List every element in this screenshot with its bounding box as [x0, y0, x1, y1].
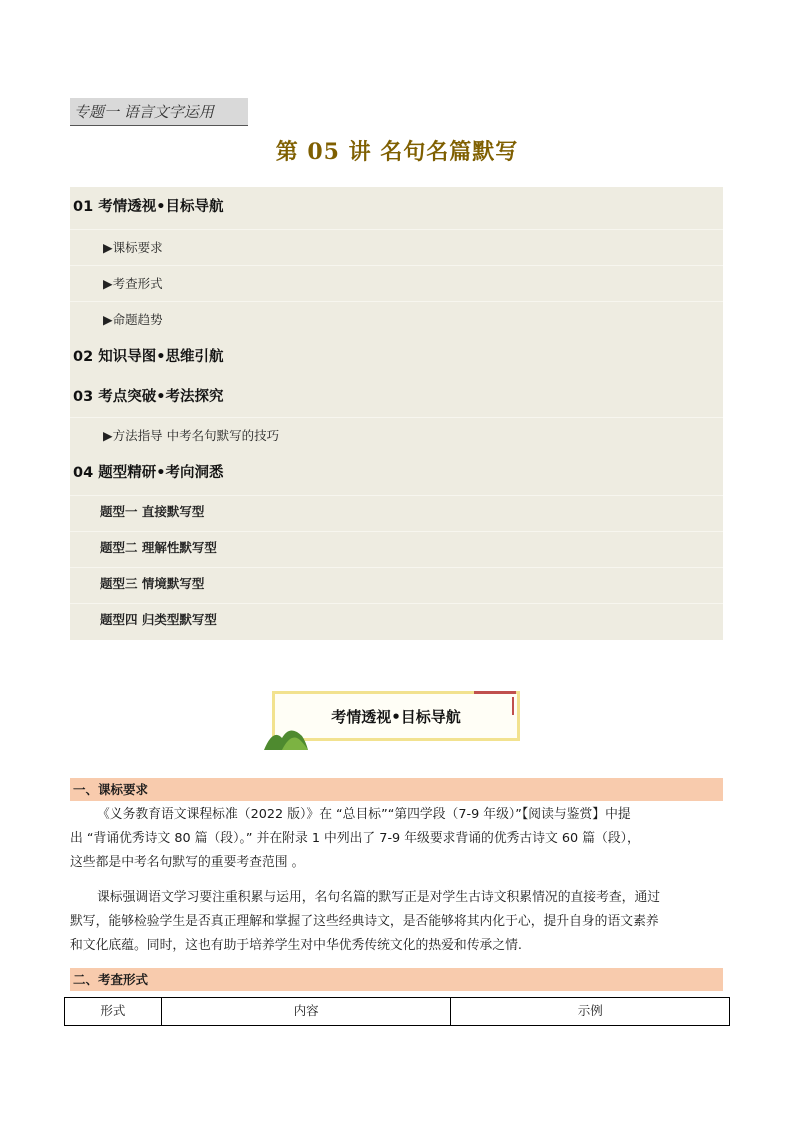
paragraph-line: 和文化底蕴。同时，这也有助于培养学生对中华优秀传统文化的热爱和传承之情. [70, 938, 522, 953]
toc-item-label: ▶命题趋势 [103, 312, 163, 327]
banner-accent [474, 691, 516, 694]
toc-item[interactable] [70, 495, 723, 532]
table-header-cell: 示例 [451, 998, 730, 1026]
toc-item[interactable] [70, 567, 723, 604]
toc-item-label: 04 题型精研•考向洞悉 [73, 465, 224, 481]
toc-item-label: ▶考查形式 [103, 276, 163, 291]
form-table [64, 997, 730, 1026]
toc-item[interactable] [70, 229, 723, 266]
toc-item[interactable] [70, 455, 723, 497]
table-header-cell: 内容 [161, 998, 451, 1026]
topic-label: 专题一 语言文字运用 [70, 98, 248, 126]
paragraph [70, 803, 723, 875]
table-of-contents [70, 187, 723, 640]
toc-item-label: 题型一 直接默写型 [100, 504, 205, 519]
section-heading: 一、课标要求 [70, 778, 723, 801]
section-banner [272, 691, 520, 741]
toc-item[interactable] [70, 265, 723, 302]
toc-item-label: 题型四 归类型默写型 [100, 612, 217, 627]
banner-title: 考情透视•目标导航 [331, 708, 461, 726]
toc-item-label: ▶课标要求 [103, 240, 163, 255]
paragraph-line: 课标强调语文学习要注重积累与运用，名句名篇的默写正是对学生古诗文积累情况的直接考查，通过 [97, 890, 661, 905]
paragraph-line: 默写，能够检验学生是否真正理解和掌握了这些经典诗文，是否能够将其内化于心，提升自身的语文素养 [70, 914, 659, 929]
hills-icon [264, 720, 308, 750]
paragraph [70, 886, 723, 958]
toc-item[interactable] [70, 301, 723, 338]
toc-item[interactable] [70, 603, 723, 641]
toc-item[interactable] [70, 531, 723, 568]
toc-item-label: 题型二 理解性默写型 [100, 540, 217, 555]
toc-item[interactable] [70, 337, 723, 379]
table-row [65, 998, 730, 1026]
table-header-cell: 形式 [65, 998, 162, 1026]
toc-item[interactable] [70, 379, 723, 421]
paragraph-line: 《义务教育语文课程标准（2022 版）》在 “总目标”“第四学段（7-9 年级）”【阅读与鉴赏】中提 [97, 807, 631, 822]
paragraph-line: 这些都是中考名句默写的重要考查范围 。 [70, 855, 305, 870]
paragraph-line: 出 “背诵优秀诗文 80 篇（段）。” 并在附录 1 中列出了 7-9 年级要求背诵的优秀古诗文 60 篇（段）， [70, 831, 640, 846]
page-title: 第 05 讲 名句名篇默写 [275, 139, 519, 165]
toc-item-label: ▶方法指导 中考名句默写的技巧 [103, 428, 280, 443]
section-heading: 二、考查形式 [70, 968, 723, 991]
toc-item[interactable] [70, 417, 723, 456]
toc-item[interactable] [70, 187, 723, 229]
toc-item-label: 02 知识导图•思维引航 [73, 349, 224, 365]
toc-item-label: 题型三 情境默写型 [100, 576, 205, 591]
toc-item-label: 01 考情透视•目标导航 [73, 199, 224, 215]
toc-item-label: 03 考点突破•考法探究 [73, 389, 224, 405]
